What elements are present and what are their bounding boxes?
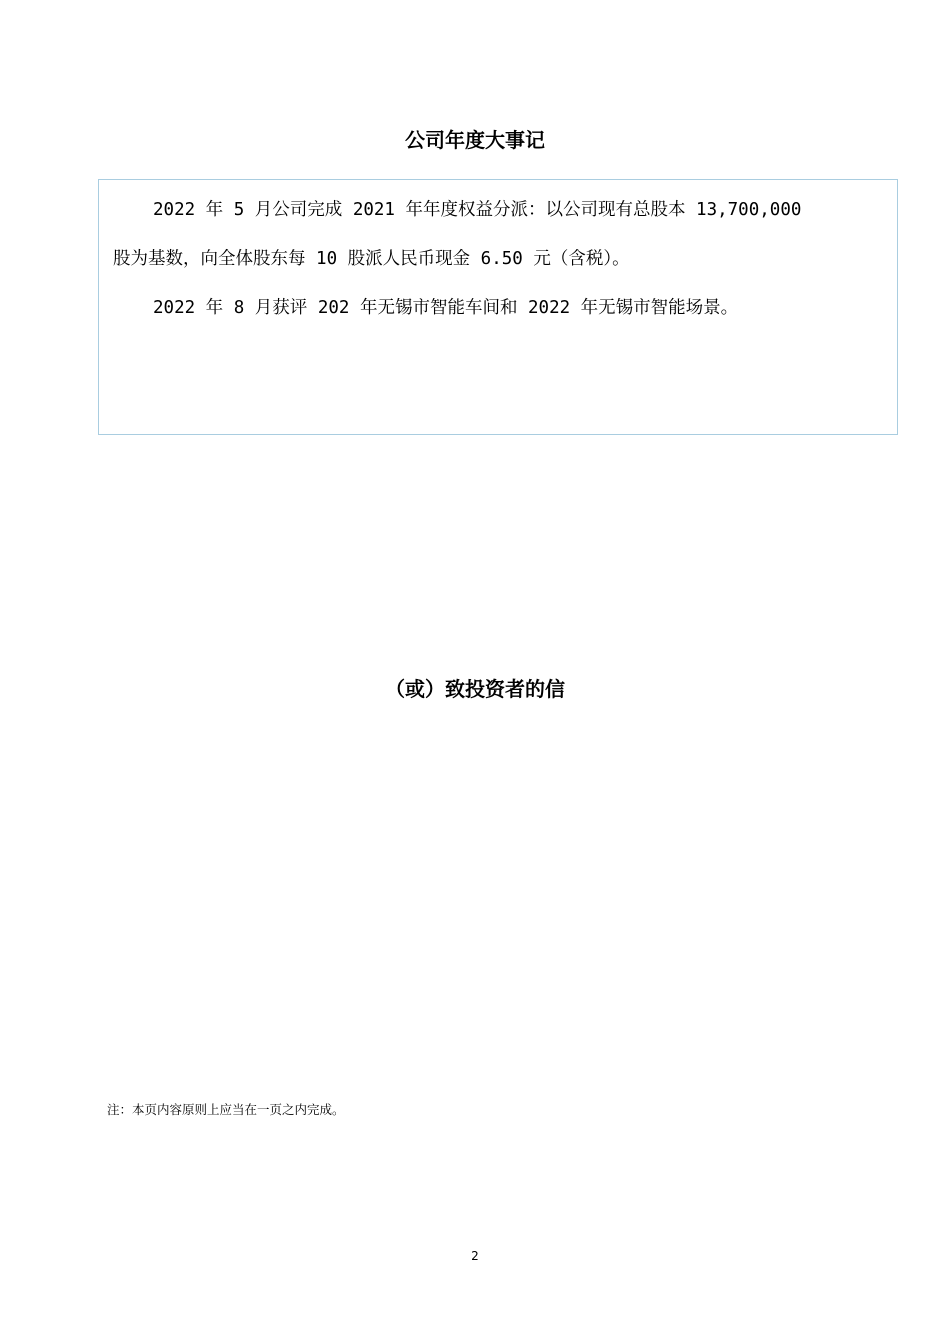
line-spacer <box>113 222 885 247</box>
annual-events-title: 公司年度大事记 <box>405 128 545 152</box>
investor-letter-title: （或）致投资者的信 <box>385 677 565 701</box>
footnote: 注：本页内容原则上应当在一页之内完成。 <box>107 1102 345 1117</box>
page-number: 2 <box>471 1249 479 1263</box>
event-paragraph-1-line-2: 股为基数，向全体股东每 10 股派人民币现金 6.50 元（含税）。 <box>113 249 630 269</box>
event-paragraph-1-line-1: 2022 年 5 月公司完成 2021 年年度权益分派：以公司现有总股本 13,700,000 <box>153 200 802 220</box>
annual-events-box <box>98 179 898 435</box>
line-spacer <box>113 271 885 296</box>
event-paragraph-2: 2022 年 8 月获评 202 年无锡市智能车间和 2022 年无锡市智能场景。 <box>153 298 739 318</box>
